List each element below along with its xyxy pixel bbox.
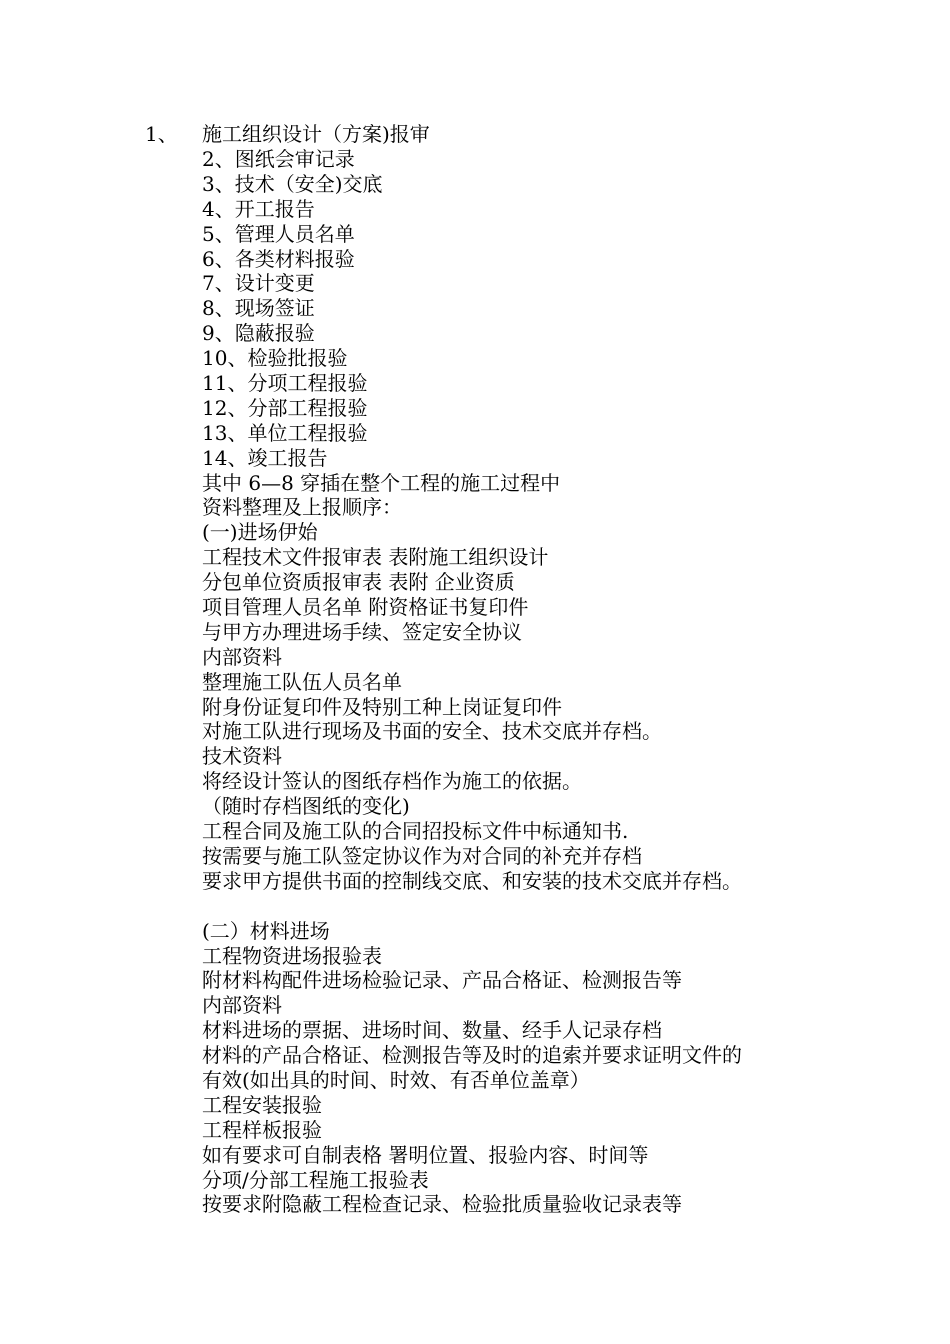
body-line: 材料进场的票据、进场时间、数量、经手人记录存档 bbox=[202, 1018, 662, 1043]
body-line: 分包单位资质报审表 表附 企业资质 bbox=[202, 570, 515, 595]
body-line: 工程安装报验 bbox=[202, 1092, 322, 1117]
body-line: 要求甲方提供书面的控制线交底、和安装的技术交底并存档。 bbox=[202, 868, 742, 893]
body-line: 整理施工队伍人员名单 bbox=[202, 669, 402, 694]
body-line: 工程合同及施工队的合同招投标文件中标通知书. bbox=[202, 819, 629, 844]
body-line: 材料的产品合格证、检测报告等及时的追索并要求证明文件的 bbox=[202, 1043, 742, 1068]
list-item-7: 7、设计变更 bbox=[202, 271, 315, 296]
list-item-1 bbox=[145, 122, 430, 147]
list-item-9: 9、隐蔽报验 bbox=[202, 321, 315, 346]
note-text: 其中 6—8 穿插在整个工程的施工过程中 bbox=[202, 470, 561, 495]
section-heading: (一)进场伊始 bbox=[202, 520, 318, 545]
list-item-2: 2、图纸会审记录 bbox=[202, 147, 355, 171]
blank-line bbox=[202, 894, 922, 919]
list-item-3: 3、技术（安全)交底 bbox=[202, 171, 383, 196]
body-line: 如有要求可自制表格 署明位置、报验内容、时间等 bbox=[202, 1142, 649, 1167]
subsection-heading: 技术资料 bbox=[202, 744, 282, 769]
subsection-heading: 内部资料 bbox=[202, 993, 282, 1018]
list-item-8: 8、现场签证 bbox=[202, 296, 315, 321]
body-line: 按要求附隐蔽工程检查记录、检验批质量验收记录表等 bbox=[202, 1192, 682, 1217]
body-line: 按需要与施工队签定协议作为对合同的补充并存档 bbox=[202, 843, 642, 868]
body-line: 工程技术文件报审表 表附施工组织设计 bbox=[202, 545, 549, 570]
body-line: 分项/分部工程施工报验表 bbox=[202, 1167, 429, 1192]
body-line: （随时存档图纸的变化) bbox=[202, 794, 410, 819]
list-item-text: 施工组织设计（方案)报审 bbox=[202, 122, 430, 146]
list-item-13: 13、单位工程报验 bbox=[202, 420, 368, 445]
section-heading: (二）材料进场 bbox=[202, 918, 330, 943]
body-line: 工程物资进场报验表 bbox=[202, 943, 382, 968]
body-line: 项目管理人员名单 附资格证书复印件 bbox=[202, 595, 529, 620]
body-line: 有效(如出具的时间、时效、有否单位盖章） bbox=[202, 1067, 590, 1092]
list-item-11: 11、分项工程报验 bbox=[202, 371, 368, 396]
body-line: 工程样板报验 bbox=[202, 1117, 322, 1142]
body-line: 与甲方办理进场手续、签定安全协议 bbox=[202, 619, 522, 644]
body-line: 对施工队进行现场及书面的安全、技术交底并存档。 bbox=[202, 719, 662, 744]
list-item-10: 10、检验批报验 bbox=[202, 346, 348, 371]
document-body bbox=[202, 147, 922, 1217]
list-item-5: 5、管理人员名单 bbox=[202, 221, 355, 246]
list-item-number: 1、 bbox=[145, 122, 178, 146]
order-title: 资料整理及上报顺序： bbox=[202, 495, 402, 520]
list-item-14: 14、竣工报告 bbox=[202, 445, 328, 470]
subsection-heading: 内部资料 bbox=[202, 644, 282, 669]
list-item-4: 4、开工报告 bbox=[202, 196, 315, 221]
list-item-12: 12、分部工程报验 bbox=[202, 395, 368, 420]
body-line: 附身份证复印件及特别工种上岗证复印件 bbox=[202, 694, 562, 719]
list-item-6: 6、各类材料报验 bbox=[202, 246, 355, 271]
body-line: 附材料构配件进场检验记录、产品合格证、检测报告等 bbox=[202, 968, 682, 993]
body-line: 将经设计签认的图纸存档作为施工的依据。 bbox=[202, 769, 582, 794]
